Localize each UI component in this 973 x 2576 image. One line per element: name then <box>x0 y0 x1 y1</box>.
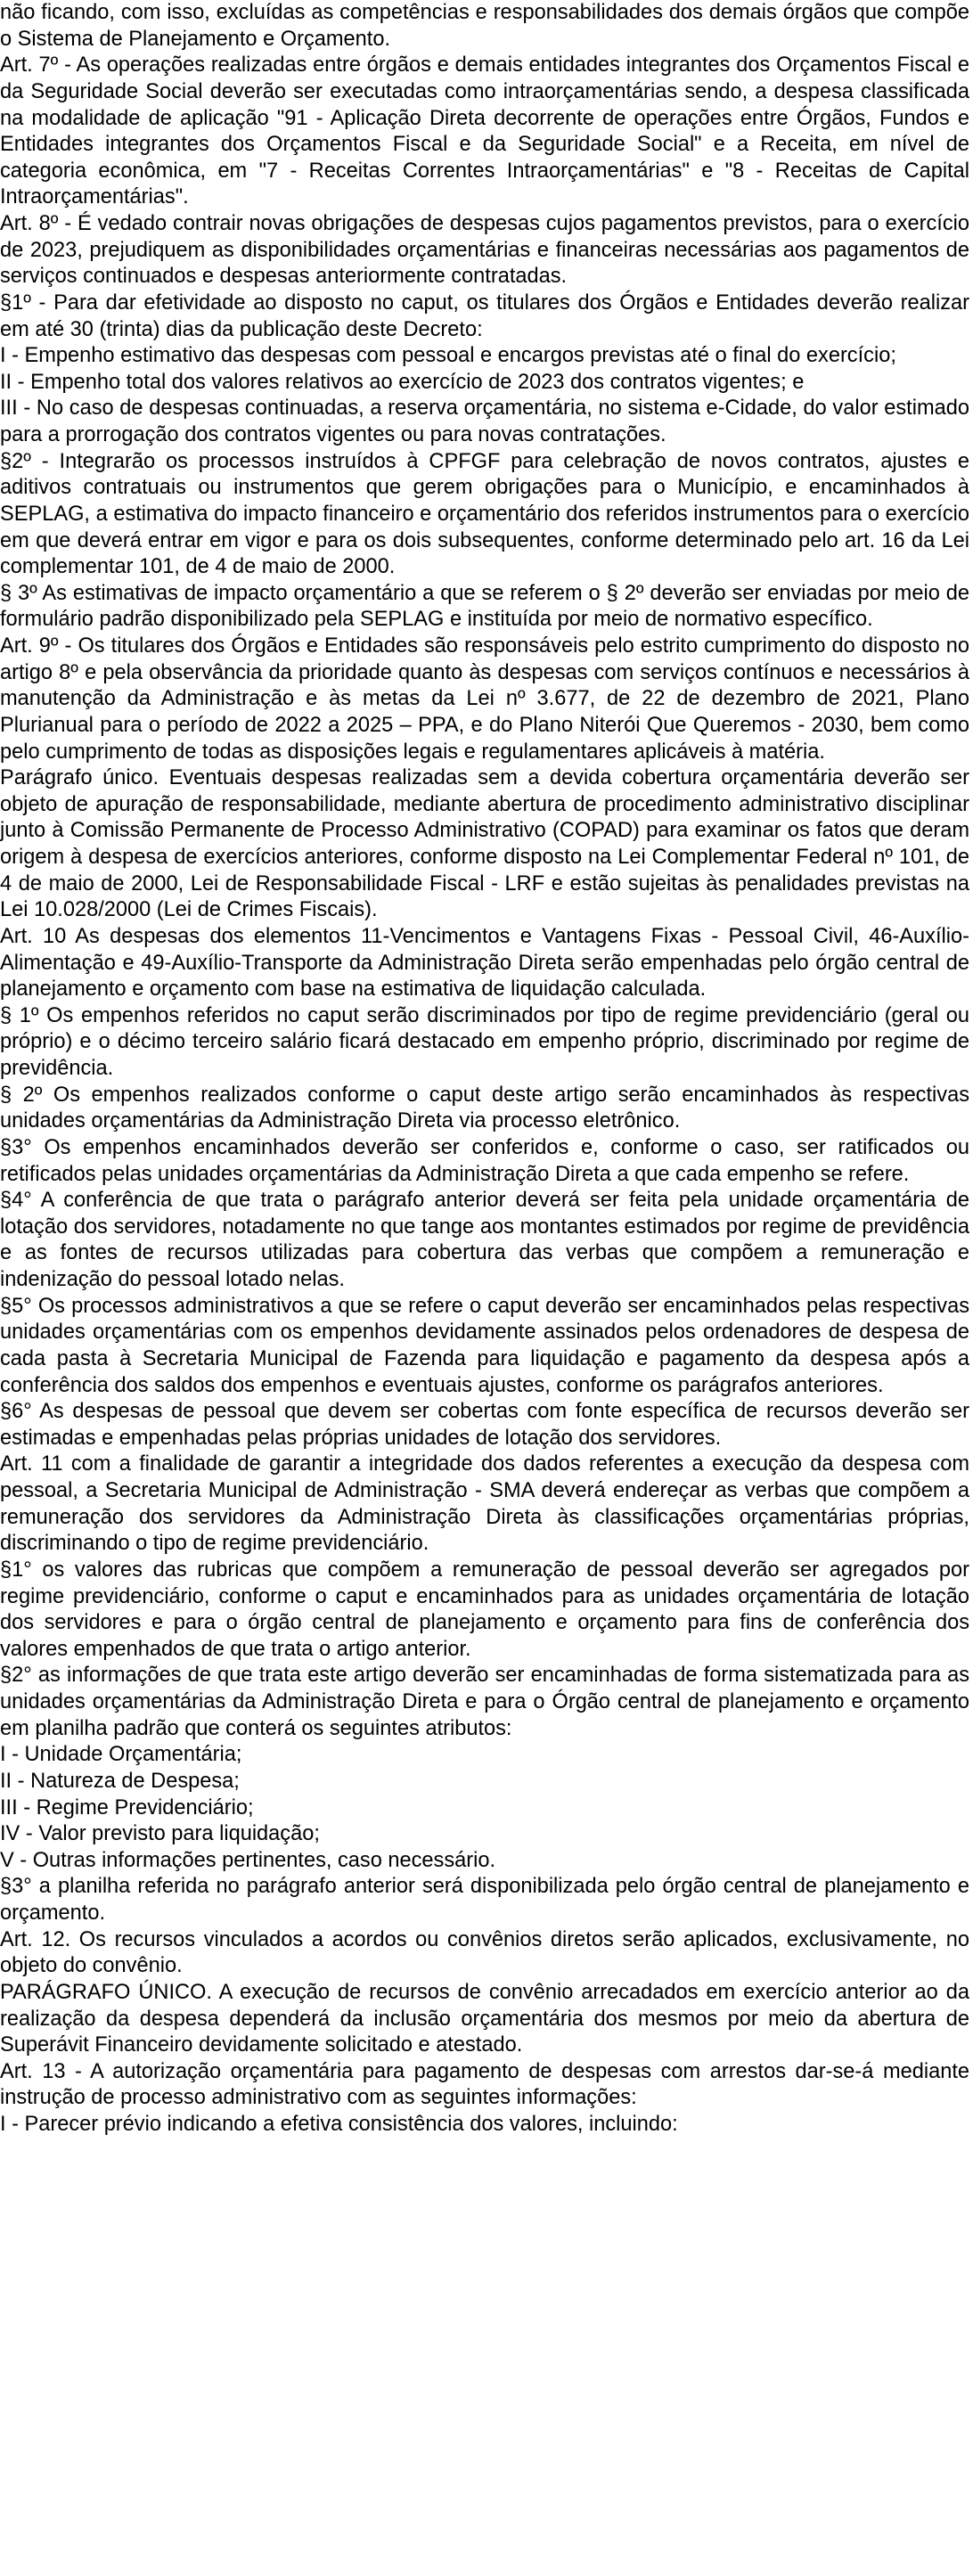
paragraph-art-11-inc-4: IV - Valor previsto para liquidação; <box>0 1822 320 1846</box>
paragraph-art-8-inc-2: II - Empenho total dos valores relativos ao exercício de 2023 dos contratos vigentes; e <box>0 370 805 394</box>
paragraph-art-10-par-4: §4° A conferência de que trata o parágrafo anterior deverá ser feita pela unidade orçamentária de lotação dos servidores, notadamente no que tange aos montantes estimados por regime de previdência e as fontes de recursos utilizadas para cobertura das verbas que compõem a remuneração e indenização do pessoal lotado nelas. <box>0 1189 969 1291</box>
paragraph-art-11: Art. 11 com a finalidade de garantir a integridade dos dados referentes a execução da despesa com pessoal, a Secretaria Municipal de Administração - SMA deverá endereçar as verbas que compõem a remuneração dos servidores da Administração Direta às classificações orçamentárias próprias, discriminando o tipo de regime previdenciário. <box>0 1452 969 1556</box>
paragraph-art-11-par-3: §3° a planilha referida no parágrafo anterior será disponibilizada pelo órgão central de planejamento e orçamento. <box>0 1875 969 1925</box>
paragraph-art-8-inc-1: I - Empenho estimativo das despesas com pessoal e encargos previstas até o final do exercício; <box>0 344 896 368</box>
paragraph-art-11-inc-1: I - Unidade Orçamentária; <box>0 1743 242 1767</box>
paragraph-art-13-inc-1: I - Parecer prévio indicando a efetiva consistência dos valores, incluindo: <box>0 2113 678 2136</box>
paragraph-art-11-par-1: §1° os valores das rubricas que compõem a remuneração de pessoal deverão ser agregados por regime previdenciário, conforme o caput e encaminhados para as unidades orçamentária de lotação dos servidores e para o órgão central de planejamento e orçamento para fins de conferência dos valores empenhados de que trata o artigo anterior. <box>0 1558 969 1661</box>
paragraph-art-10-par-3: §3° Os empenhos encaminhados deverão ser conferidos e, conforme o caso, ser ratificados ou retificados pelas unidades orçamentárias da Administração Direta a que cada empenho se refere. <box>0 1135 969 1186</box>
paragraph-art-10-par-1: § 1º Os empenhos referidos no caput serão discriminados por tipo de regime previdenciário (geral ou próprio) e o décimo terceiro salário ficará destacado em empenho próprio, discriminado por regime de previdência. <box>0 1003 969 1080</box>
paragraph-art-11-inc-5: V - Outras informações pertinentes, caso necessário. <box>0 1848 496 1872</box>
paragraph-art-8-par-3: § 3º As estimativas de impacto orçamentário a que se referem o § 2º deverão ser enviadas por meio de formulário padrão disponibilizado pela SEPLAG e instituída por meio de normativo específico. <box>0 581 969 632</box>
paragraph-art-8-par-2: §2º - Integrarão os processos instruídos à CPFGF para celebração de novos contratos, ajustes e aditivos contratuais ou instrumentos que gerem obrigações para o Município, e encaminhados à SEPLAG, a estimativa do impacto financeiro e orçamentário dos referidos instrumentos para o exercício em que deverá entrar em vigor e para os dois subsequentes, conforme determinado pelo art. 16 da Lei complementar 101, de 4 de maio de 2000. <box>0 449 969 579</box>
paragraph-art-10-par-6: §6° As despesas de pessoal que devem ser cobertas com fonte específica de recursos deverão ser estimadas e empenhadas pelas próprias unidades de lotação dos servidores. <box>0 1400 969 1450</box>
paragraph-art-9-par-unico: Parágrafo único. Eventuais despesas realizadas sem a devida cobertura orçamentária deverão ser objeto de apuração de responsabilidade, mediante abertura de procedimento administrativo disciplinar junto à Comissão Permanente de Processo Administrativo (COPAD) para examinar os fatos que deram origem à despesa de exercícios anteriores, conforme disposto na Lei Complementar Federal nº 101, de 4 de maio de 2000, Lei de Responsabilidade Fiscal - LRF e estão sujeitas às penalidades previstas na Lei 10.028/2000 (Lei de Crimes Fiscais). <box>0 766 969 922</box>
paragraph-art-13: Art. 13 - A autorização orçamentária para pagamento de despesas com arrestos dar-se-á mediante instrução de processo administrativo com as seguintes informações: <box>0 2059 969 2110</box>
paragraph-art-11-inc-3: III - Regime Previdenciário; <box>0 1795 254 1820</box>
paragraph-art-11-par-2: §2° as informações de que trata este artigo deverão ser encaminhadas de forma sistematizada para as unidades orçamentárias da Administração Direta e para o Órgão central de planejamento e orçamento em planilha padrão que conterá os seguintes atributos: <box>0 1664 969 1740</box>
paragraph-art-7: Art. 7º - As operações realizadas entre órgãos e demais entidades integrantes dos Orçamentos Fiscal e da Seguridade Social deverão ser executadas como intraorçamentárias sendo, a despesa classificada na modalidade de aplicação "91 - Aplicação Direta decorrente de operações entre Órgãos, Fundos e Entidades integrantes dos Orçamentos Fiscal e da Seguridade Social" e a Receita, em nível de categoria econômica, em "7 - Receitas Correntes Intraorçamentárias" e "8 - Receitas de Capital Intraorçamentárias". <box>0 53 969 209</box>
paragraph-art-10-par-5: §5° Os processos administrativos a que se refere o caput deverão ser encaminhados pelas respectivas unidades orçamentárias com os empenhos devidamente assinados pelos ordenadores de despesa de cada pasta à Secretaria Municipal de Fazenda para liquidação e pagamento da despesa após a conferência dos saldos dos empenhos e eventuais ajustes, conforme os parágrafos anteriores. <box>0 1294 969 1397</box>
paragraph-art-10: Art. 10 As despesas dos elementos 11-Vencimentos e Vantagens Fixas - Pessoal Civil, 46-Auxílio-Alimentação e 49-Auxílio-Transporte da Administração Direta serão empenhadas pelo órgão central de planejamento e orçamento com base na estimativa de liquidação calculada. <box>0 924 969 1002</box>
paragraph-art-11-inc-2: II - Natureza de Despesa; <box>0 1769 240 1793</box>
paragraph-art-12: Art. 12. Os recursos vinculados a acordos ou convênios diretos serão aplicados, exclusivamente, no objeto do convênio. <box>0 1927 969 1978</box>
paragraph-art-10-par-2: § 2º Os empenhos realizados conforme o caput deste artigo serão encaminhados às respectivas unidades orçamentárias da Administração Direta via processo eletrônico. <box>0 1083 969 1133</box>
paragraph-continuation: não ficando, com isso, excluídas as competências e responsabilidades dos demais órgãos que compõe o Sistema de Planejamento e Orçamento. <box>0 1 969 51</box>
paragraph-art-8-inc-3: III - No caso de despesas continuadas, a reserva orçamentária, no sistema e-Cidade, do valor estimado para a prorrogação dos contratos vigentes ou para novas contratações. <box>0 397 969 446</box>
paragraph-art-12-par-unico: PARÁGRAFO ÚNICO. A execução de recursos de convênio arrecadados em exercício anterior ao da realização da despesa dependerá da inclusão orçamentária dos mesmos por meio da abertura de Superávit Financeiro devidamente solicitado e atestado. <box>0 1980 969 2057</box>
paragraph-art-8: Art. 8º - É vedado contrair novas obrigações de despesas cujos pagamentos previstos, para o exercício de 2023, prejudiquem as disponibilidades orçamentárias e financeiras necessárias aos pagamentos de serviços continuados e despesas anteriormente contratadas. <box>0 212 969 289</box>
paragraph-art-9: Art. 9º - Os titulares dos Órgãos e Entidades são responsáveis pelo estrito cumprimento do disposto no artigo 8º e pela observância da prioridade quanto às despesas com serviços contínuos e necessários à manutenção da Administração e às metas da Lei nº 3.677, de 22 de dezembro de 2021, Plano Plurianual para o período de 2022 a 2025 – PPA, e do Plano Niterói Que Queremos - 2030, bem como pelo cumprimento de todas as disposições legais e regulamentares aplicáveis à matéria. <box>0 634 969 764</box>
paragraph-art-8-par-1: §1º - Para dar efetividade ao disposto no caput, os titulares dos Órgãos e Entidades deverão realizar em até 30 (trinta) dias da publicação deste Decreto: <box>0 290 969 341</box>
